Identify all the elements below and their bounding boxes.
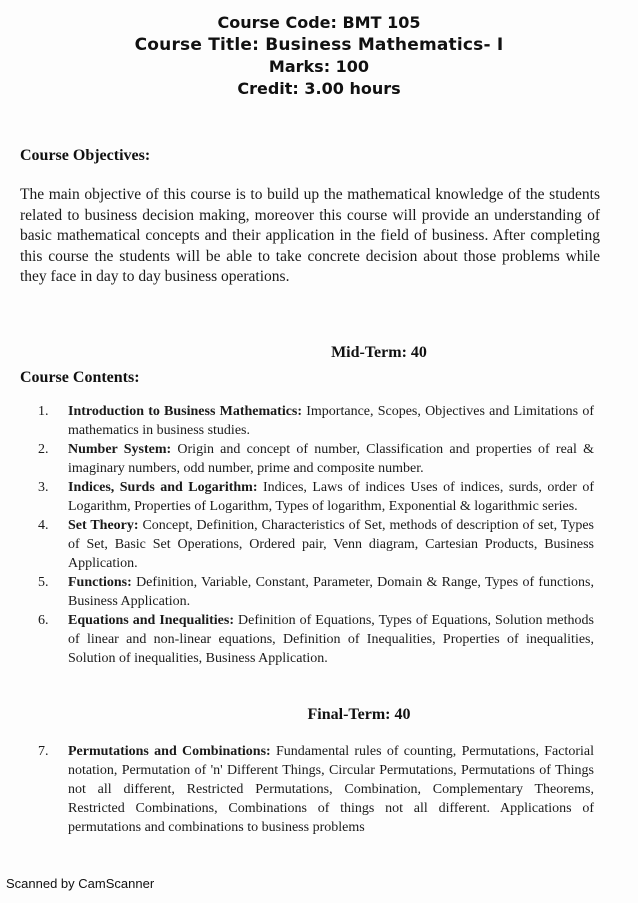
course-marks: Marks: 100 [268, 57, 370, 76]
item-text: Importance, Scopes, Objectives and Limitations of mathematics in business studies. [68, 404, 594, 438]
list-item [32, 402, 594, 440]
item-number: 2. [38, 442, 49, 457]
objectives-paragraph: The main objective of this course is to build up the mathematical knowledge of the students related to business decision making, moreover this course will provide an understanding of basic mathematical concepts and their application in the field of business. After completing this course the students will be able to take concrete decision about those problems while they face in day to day business operations. [20, 186, 600, 285]
course-credit: Credit: 3.00 hours [237, 79, 401, 98]
course-title: Course Title: Business Mathematics- I [134, 35, 504, 55]
finalterm-heading: Final-Term: 40 [307, 706, 411, 723]
list-item [32, 440, 594, 478]
item-number: 5. [38, 575, 49, 590]
item-title: Number System: [68, 442, 172, 457]
item-title: Functions: [68, 575, 132, 590]
item-text: Indices, Laws of indices Uses of indices, surds, order of Logarithm, Properties of Logarithm, Types of logarithm, Exponential & logarithmic series. [68, 480, 595, 514]
objectives-heading: Course Objectives: [20, 147, 151, 164]
course-contents-list [32, 402, 594, 668]
item-text: Definition of Equations, Types of Equations, Solution methods of linear and non-linear equations, Definition of Inequalities, Properties of inequalities, Solution of inequalities, Business Application. [68, 613, 594, 666]
list-item [32, 478, 594, 516]
item-text: Fundamental rules of counting, Permutations, Factorial notation, Permutation of 'n' Different Things, Circular Permutations, Permutations of Things not all different, Restricted Permutations, Combination, Complementary Theorems, Restricted Combinations, Combinations of things not all different. Applications of permutations and combinations to business problems [68, 744, 594, 835]
contents-heading: Course Contents: [20, 369, 140, 386]
item-number: 4. [38, 518, 49, 533]
item-number: 1. [38, 404, 49, 419]
item-text: Origin and concept of number, Classification and properties of real & imaginary numbers, odd number, prime and composite number. [68, 442, 594, 476]
list-item [32, 742, 594, 837]
item-number: 3. [38, 480, 49, 495]
item-title: Introduction to Business Mathematics: [68, 404, 303, 419]
item-title: Permutations and Combinations: [68, 744, 271, 759]
item-text: Definition, Variable, Constant, Parameter, Domain & Range, Types of functions, Business Application. [68, 575, 594, 609]
scanner-watermark: Scanned by CamScanner [6, 876, 155, 891]
course-code: Course Code: BMT 105 [217, 13, 421, 32]
item-title: Set Theory: [68, 518, 139, 533]
course-header [0, 12, 638, 100]
list-item [32, 611, 594, 668]
list-item [32, 516, 594, 573]
final-contents-list [32, 742, 594, 837]
item-title: Equations and Inequalities: [68, 613, 235, 628]
midterm-heading: Mid-Term: 40 [331, 344, 427, 361]
item-number: 7. [38, 744, 49, 759]
list-item [32, 573, 594, 611]
item-number: 6. [38, 613, 49, 628]
item-text: Concept, Definition, Characteristics of Set, methods of description of set, Types of Set, Basic Set Operations, Ordered pair, Venn diagram, Cartesian Products, Business Application. [68, 518, 595, 571]
item-title: Indices, Surds and Logarithm: [68, 480, 258, 495]
